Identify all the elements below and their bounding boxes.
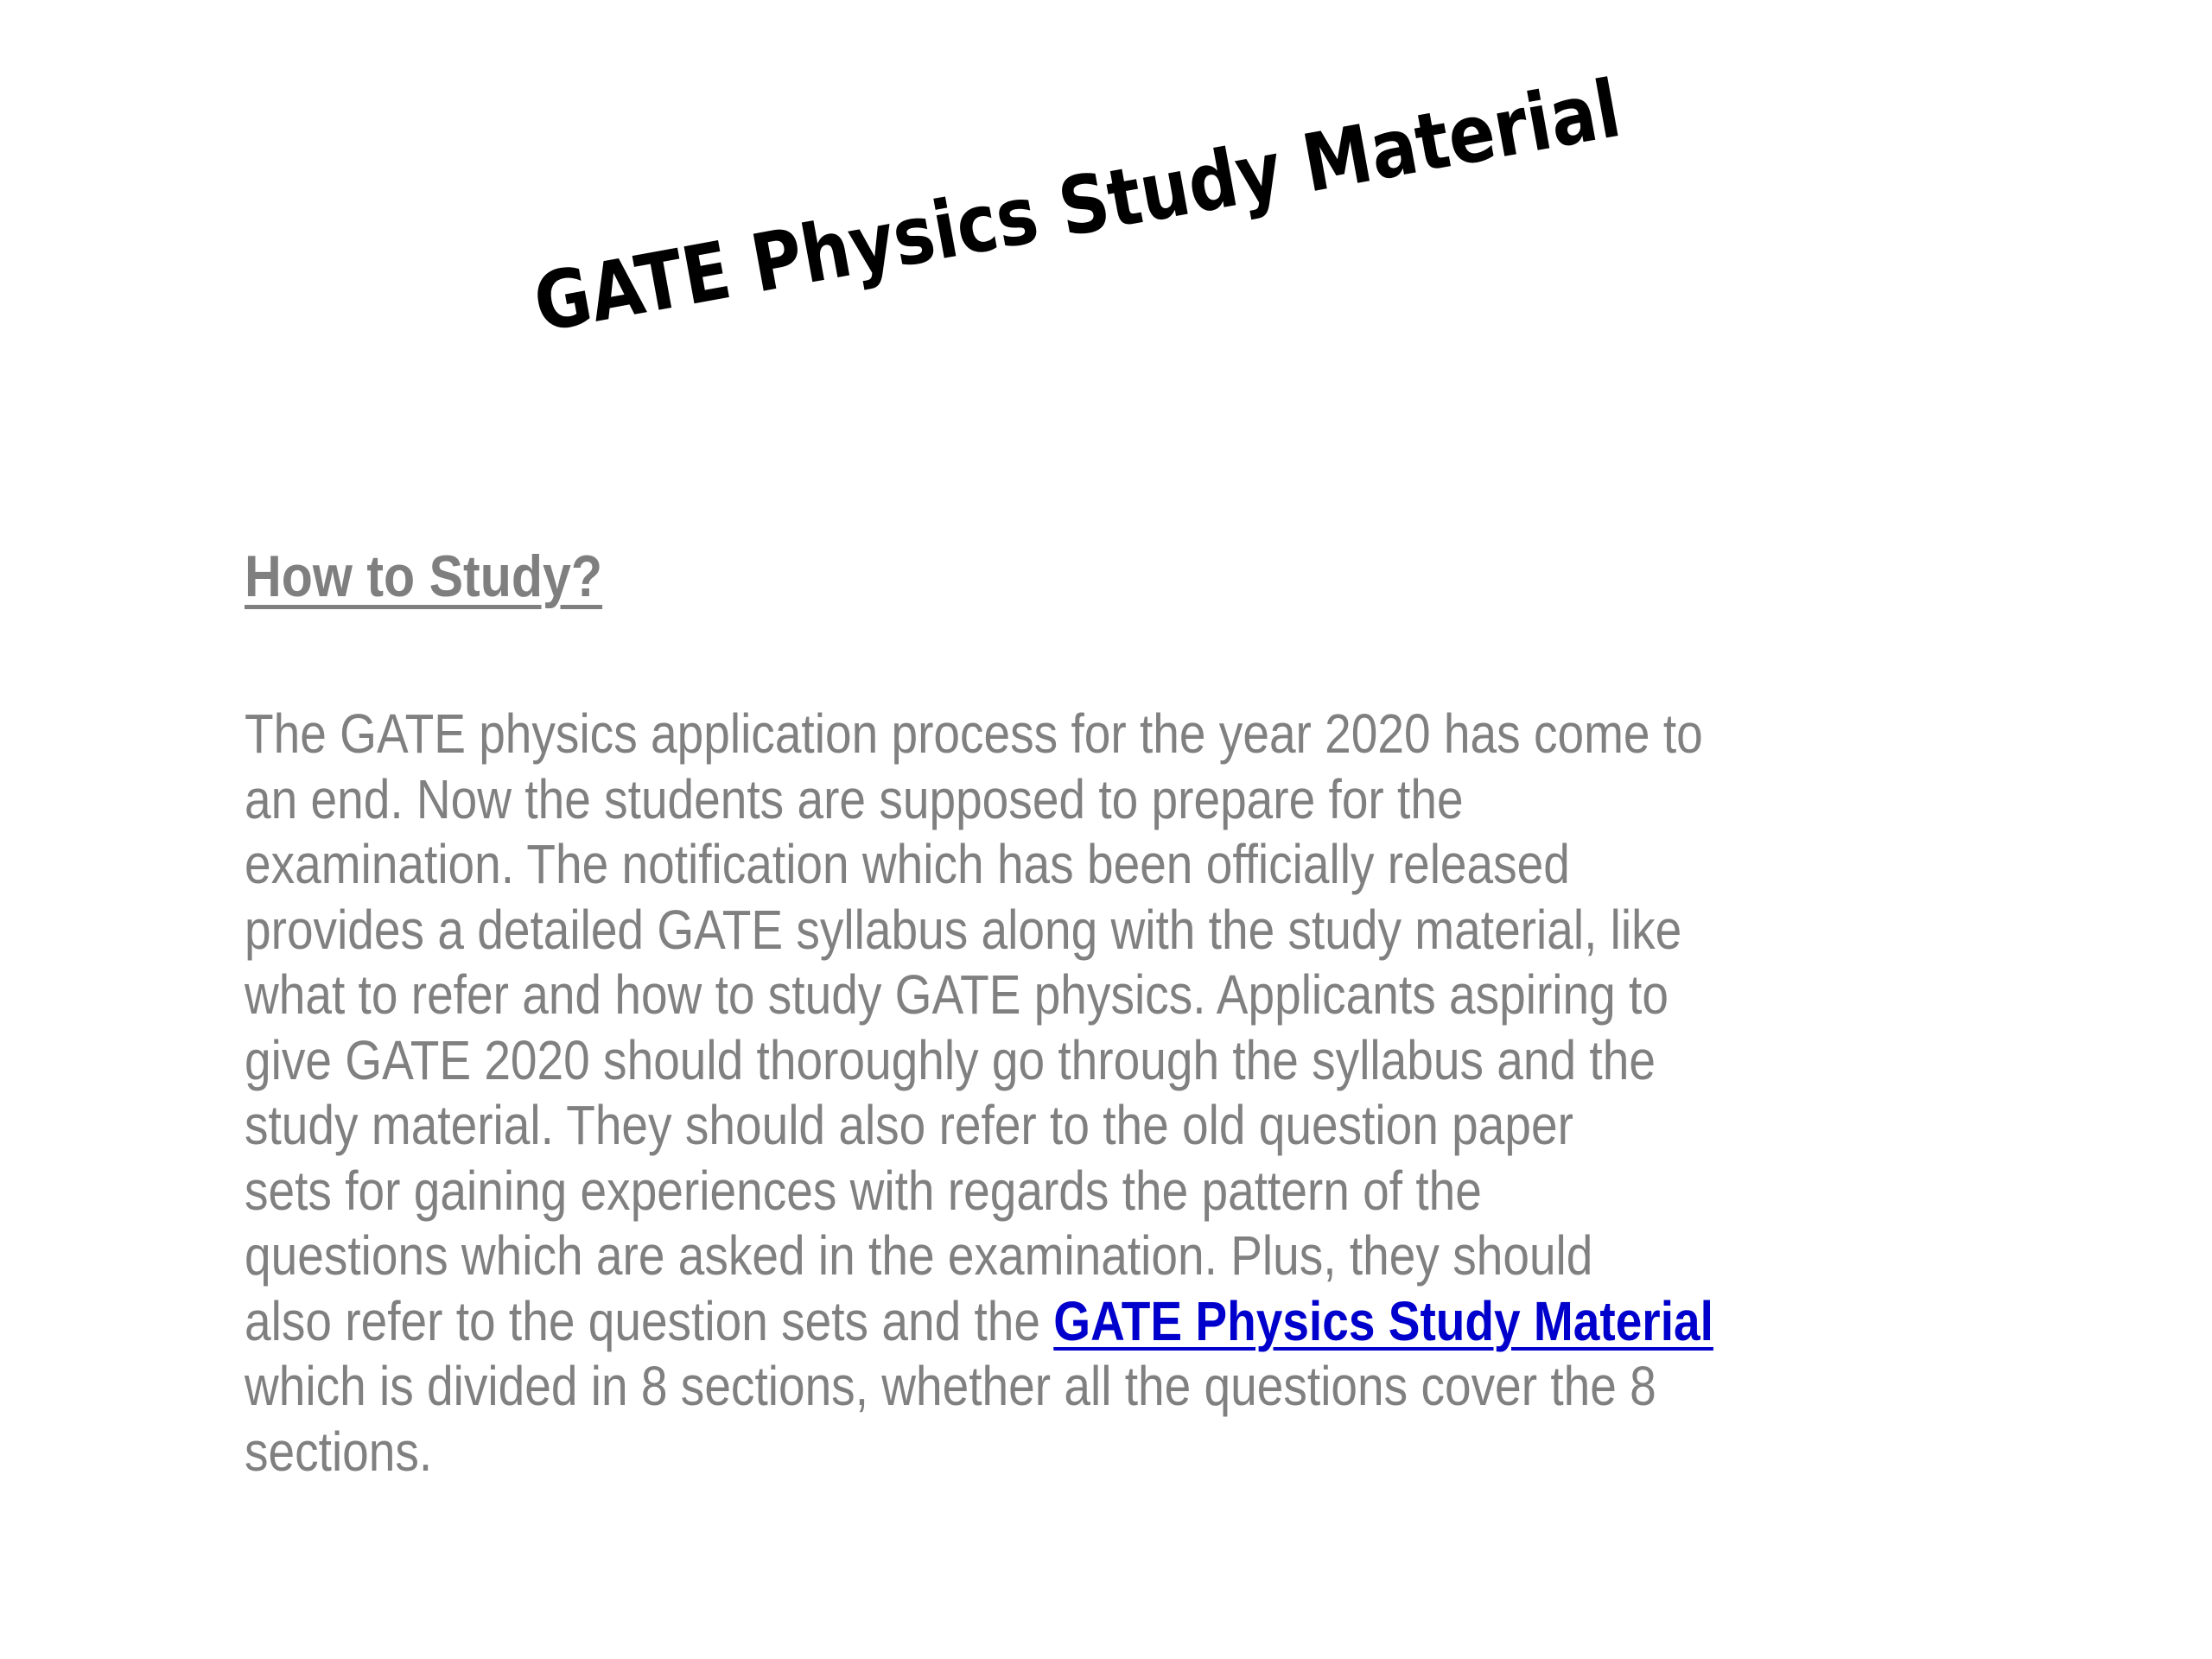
paragraph-line: examination. The notification which has been officially released bbox=[245, 833, 1570, 895]
section-heading: How to Study? bbox=[245, 543, 603, 609]
paragraph-line: sets for gaining experiences with regards the pattern of the bbox=[245, 1159, 1482, 1222]
paragraph-line: what to refer and how to study GATE physics. Applicants aspiring to bbox=[245, 963, 1669, 1026]
paragraph-text: also refer to the question sets and the bbox=[245, 1289, 1054, 1352]
paragraph-line: The GATE physics application process for the year 2020 has come to bbox=[245, 702, 1703, 765]
study-material-link[interactable]: GATE Physics Study Material bbox=[1053, 1289, 1713, 1352]
paragraph-line: study material. They should also refer to the old question paper bbox=[245, 1094, 1573, 1156]
paragraph-line: sections. bbox=[245, 1420, 433, 1483]
paragraph-line: questions which are asked in the examination. Plus, they should bbox=[245, 1224, 1593, 1287]
body-paragraph bbox=[245, 702, 1953, 1484]
paragraph-line-with-link bbox=[245, 1289, 1713, 1355]
slide-title: GATE Physics Study Material bbox=[527, 62, 1627, 351]
paragraph-line: give GATE 2020 should thoroughly go through the syllabus and the bbox=[245, 1028, 1656, 1091]
paragraph-line: an end. Now the students are supposed to prepare for the bbox=[245, 767, 1464, 830]
paragraph-line: provides a detailed GATE syllabus along with the study material, like bbox=[245, 898, 1682, 961]
paragraph-line: which is divided in 8 sections, whether all the questions cover the 8 bbox=[245, 1355, 1656, 1417]
